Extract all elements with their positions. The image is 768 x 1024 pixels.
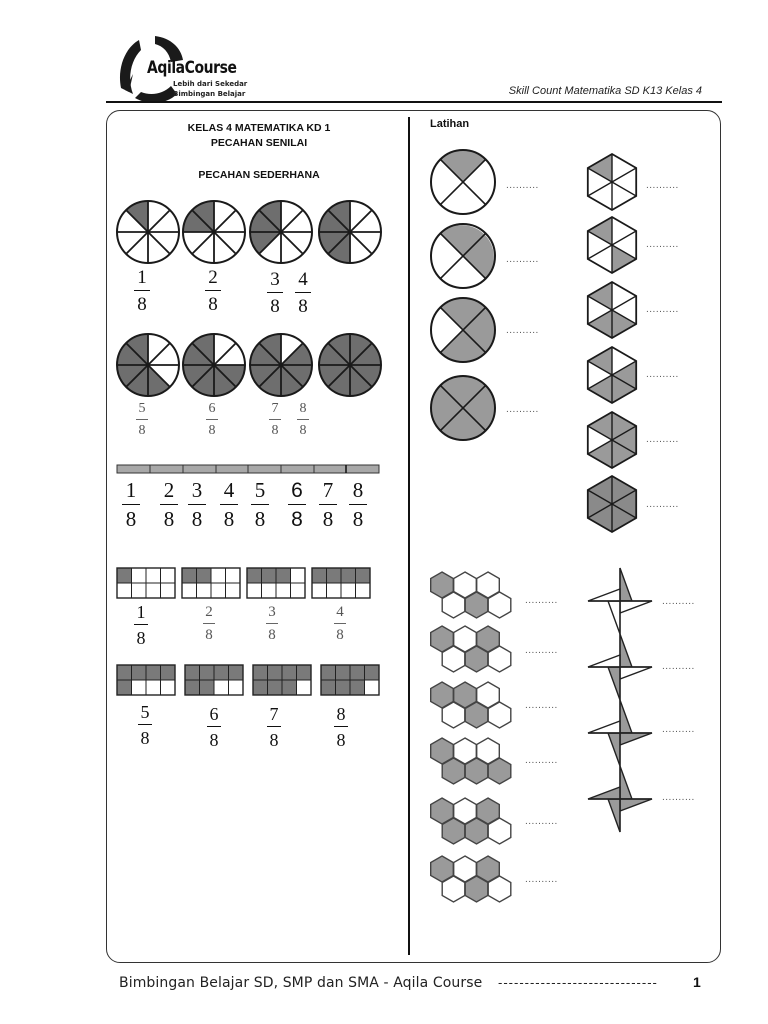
hexagon-exercise-5 [588,412,636,468]
hexagon-exercises [584,152,644,532]
fraction-3-8: 3 8 [267,270,283,316]
grid-fraction-5: 5 8 [138,703,152,747]
pinwheel-exercise-1 [588,568,652,634]
honeycomb-exercise-6 [431,856,511,902]
logo-name: AqilaCourse [147,58,237,78]
hexagon-exercise-6 [588,476,636,532]
honeycomb-exercises [430,572,520,902]
pinwheel-exercise-4 [588,766,652,832]
strip-fraction-5: 5 8 [251,480,269,530]
answer-blank-honeycomb-2[interactable]: .......... [525,645,558,656]
hexagon-exercise-4 [588,347,636,403]
fraction-2-8: 2 8 [205,268,221,314]
fraction-6-8: 6 8 [206,402,218,438]
answer-blank-pinwheel-4[interactable]: .......... [662,792,695,803]
grid-fraction-4: 4 8 [334,605,346,643]
grid-fraction-6: 6 8 [207,705,221,749]
fraction-8-8: 8 8 [297,402,309,438]
grid-fraction-7: 7 8 [267,705,281,749]
answer-blank-hexagon-5[interactable]: .......... [646,434,679,445]
answer-blank-pinwheel-3[interactable]: .......... [662,724,695,735]
pie-row-1 [112,198,412,268]
answer-blank-honeycomb-4[interactable]: .......... [525,755,558,766]
strip-fraction-7: 7 8 [319,480,337,530]
answer-blank-honeycomb-5[interactable]: .......... [525,816,558,827]
grid-2-of-8 [182,568,240,598]
grid-7-of-8 [253,665,311,695]
answer-blank-honeycomb-3[interactable]: .......... [525,700,558,711]
strip-fraction-4: 4 8 [220,480,238,530]
quarter-circles [430,148,500,438]
fraction-strip [117,465,381,475]
strip-fraction-3: 3 8 [188,480,206,530]
honeycomb-exercise-4 [431,738,511,784]
grid-1-of-8 [117,568,175,598]
aqila-course-logo [115,34,255,106]
logo-tagline-1: Lebih dari Sekedar [173,80,248,88]
circle-exercise-1 [431,150,495,214]
hexagon-exercise-3 [588,282,636,338]
grid-fraction-8: 8 8 [334,705,348,749]
fraction-7-8: 7 8 [269,402,281,438]
answer-blank-circle-1[interactable]: .......... [506,180,539,191]
grid-fraction-2: 2 8 [203,605,215,643]
section-title: PECAHAN SEDERHANA [198,169,320,181]
grid-4-of-8 [312,568,370,598]
pie-2-of-8 [183,201,245,263]
answer-blank-pinwheel-2[interactable]: .......... [662,661,695,672]
hexagon-exercise-2 [588,217,636,273]
grid-6-of-8 [185,665,243,695]
pie-4-of-8 [319,201,381,263]
pie-8-of-8 [319,334,381,396]
worksheet-topic: PECAHAN SENILAI [210,137,308,149]
pinwheel-exercise-2 [588,634,652,700]
answer-blank-honeycomb-1[interactable]: .......... [525,595,558,606]
pie-7-of-8 [250,334,312,396]
pinwheel-exercise-3 [588,700,652,766]
answer-blank-hexagon-2[interactable]: .......... [646,239,679,250]
fraction-5-8: 5 8 [136,402,148,438]
grid-fraction-1: 1 8 [134,603,148,647]
footer-text: Bimbingan Belajar SD, SMP dan SMA - Aqila Course [119,975,483,991]
pinwheel-exercises [588,568,658,838]
strip-fraction-6: 6 8 [288,480,306,530]
grid-fraction-3: 3 8 [266,605,278,643]
worksheet-title: KELAS 4 MATEMATIKA KD 1 [187,122,331,134]
strip-fraction-8: 8 8 [349,480,367,530]
circle-exercise-4 [431,376,495,440]
logo-tagline-2: Bimbingan Belajar [173,90,246,98]
grid-row-2 [117,665,387,699]
hexagon-exercise-1 [588,154,636,210]
header-rule [106,101,722,103]
pie-5-of-8 [117,334,179,396]
answer-blank-hexagon-4[interactable]: .......... [646,369,679,380]
answer-blank-pinwheel-1[interactable]: .......... [662,596,695,607]
grid-8-of-8 [321,665,379,695]
fraction-1-8: 1 8 [134,268,150,314]
strip-fraction-2: 2 8 [160,480,178,530]
honeycomb-exercise-1 [431,572,511,618]
fraction-4-8: 4 8 [295,270,311,316]
grid-row-1 [117,568,387,602]
answer-blank-hexagon-3[interactable]: .......... [646,304,679,315]
circle-exercise-2 [431,224,495,288]
honeycomb-exercise-5 [431,798,511,844]
pie-1-of-8 [117,201,179,263]
grid-5-of-8 [117,665,175,695]
footer-dashes: ------------------------------ [498,975,658,990]
grid-3-of-8 [247,568,305,598]
honeycomb-exercise-3 [431,682,511,728]
pie-6-of-8 [183,334,245,396]
pie-3-of-8 [250,201,312,263]
answer-blank-circle-3[interactable]: .......... [506,325,539,336]
answer-blank-honeycomb-6[interactable]: .......... [525,874,558,885]
exercise-title: Latihan [430,118,470,130]
honeycomb-exercise-2 [431,626,511,672]
answer-blank-circle-2[interactable]: .......... [506,254,539,265]
page-number: 1 [693,974,701,990]
strip-fraction-1: 1 8 [122,480,140,530]
answer-blank-hexagon-6[interactable]: .......... [646,499,679,510]
circle-exercise-3 [431,298,495,362]
answer-blank-hexagon-1[interactable]: .......... [646,180,679,191]
answer-blank-circle-4[interactable]: .......... [506,404,539,415]
pie-row-2 [112,331,412,401]
header-subtitle: Skill Count Matematika SD K13 Kelas 4 [508,85,702,97]
